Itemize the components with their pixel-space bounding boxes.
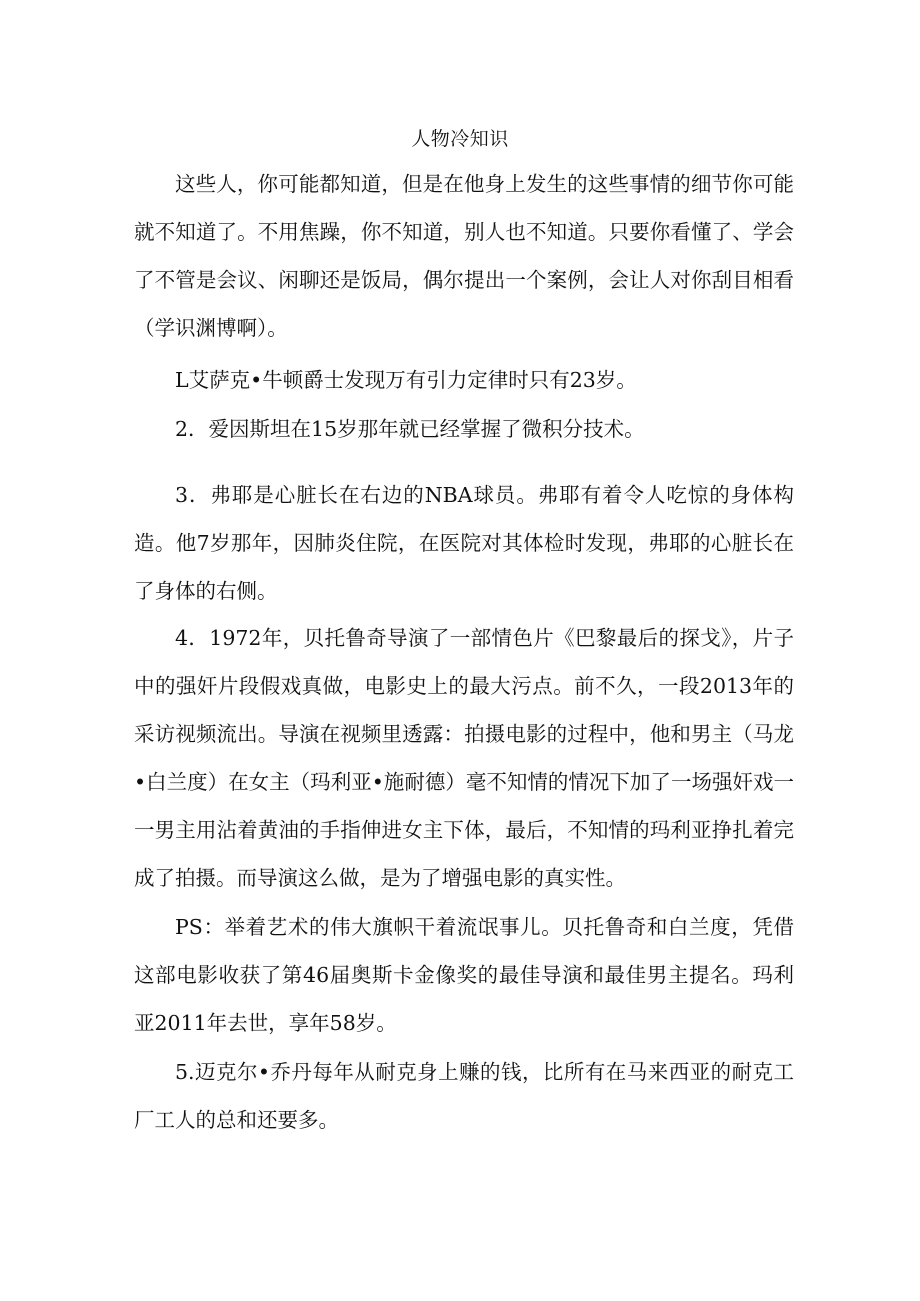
intro-paragraph: 这些人，你可能都知道，但是在他身上发生的这些事情的细节你可能就不知道了。不用焦躁，你不知道，别人也不知道。只要你看懂了、学会了不管是会议、闲聊还是饭局，偶尔提出一个案例，会让人对你刮目相看（学识渊博啊）。 [134,172,794,340]
fact-item-3: 3．弗耶是心脏长在右边的NBA球员。弗耶有着令人吃惊的身体构造。他7岁那年，因肺炎住院，在医院对其体检时发现，弗耶的心脏长在了身体的右侧。 [134,483,794,603]
fact-item-2: 2．爱因斯坦在15岁那年就已经掌握了微积分技术。 [175,417,645,441]
fact-item-1: L艾萨克•牛顿爵士发现万有引力定律时只有23岁。 [175,368,637,392]
document-title: 人物冷知识 [411,128,509,150]
fact-item-4: 4．1972年，贝托鲁奇导演了一部情色片《巴黎最后的探戈》，片子中的强奸片段假戏真做，电影史上的最大污点。前不久，一段2013年的采访视频流出。导演在视频里透露：拍摄电影的过程中，他和男主（马龙•白兰度）在女主（玛利亚•施耐德）毫不知情的情况下加了一场强奸戏一一男主用沾着黄油的手指伸进女主下体，最后，不知情的玛利亚挣扎着完成了拍摄。而导演这么做，是为了增强电影的真实性。 [134,626,794,890]
fact-item-5: 5.迈克尔•乔丹每年从耐克身上赚的钱，比所有在马来西亚的耐克工厂工人的总和还要多。 [134,1060,794,1132]
postscript-paragraph: PS：举着艺术的伟大旗帜干着流氓事儿。贝托鲁奇和白兰度，凭借这部电影收获了第46届奥斯卡金像奖的最佳导演和最佳男主提名。玛利亚2011年去世，享年58岁。 [134,915,794,1035]
